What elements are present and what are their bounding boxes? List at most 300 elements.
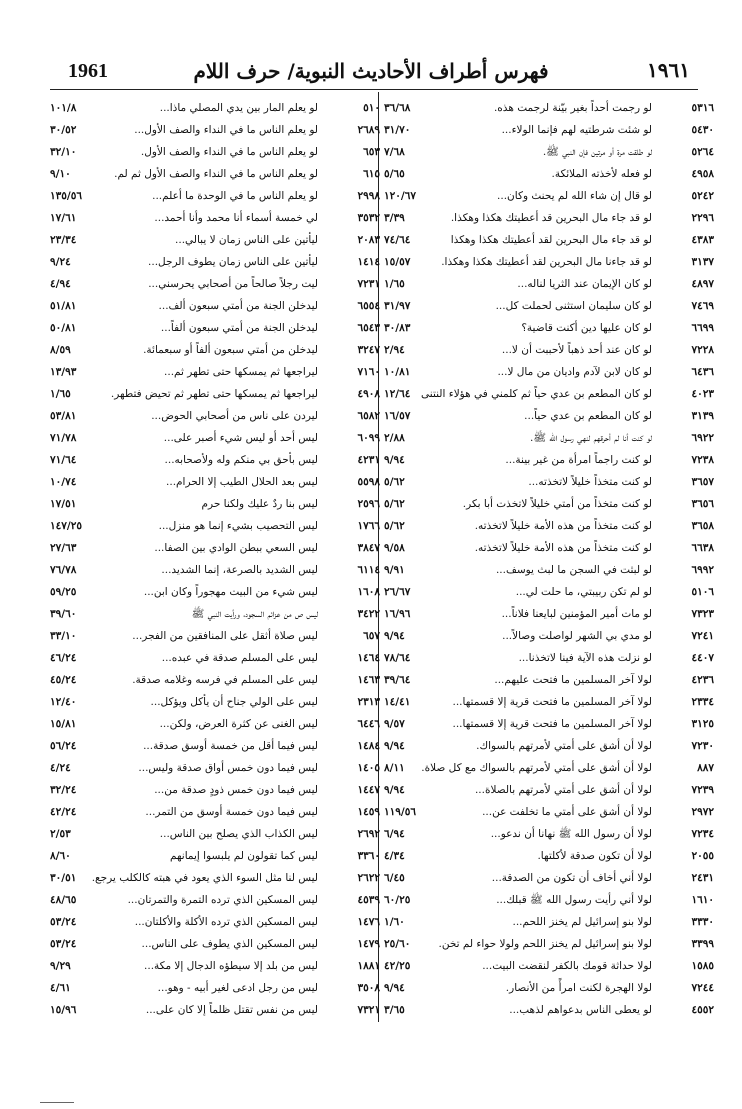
hadith-incipit: لو مات أمير المؤمنين لبايعنا فلاناً...: [501, 608, 652, 620]
hadith-reference: ٣٩/٦٠: [50, 608, 77, 620]
index-entry: [384, 800, 714, 822]
index-entry: [50, 272, 380, 294]
index-entry: [384, 646, 714, 668]
index-entry: [384, 448, 714, 470]
index-entry: [50, 624, 380, 646]
hadith-reference: ٤٨/٦٥: [50, 894, 77, 906]
hadith-reference: ٩/١٠: [50, 168, 71, 180]
hadith-incipit: لو كنت راجماً امرأة من غير بينة...: [505, 454, 652, 466]
hadith-incipit: لو كان المطعم بن عدي حياً...: [524, 410, 652, 422]
hadith-incipit: ليس من نفس تقتل ظلماً إلا كان على...: [145, 1004, 318, 1016]
hadith-incipit: ليس بنا ردٌ عليك ولكنا حرم: [201, 498, 318, 510]
hadith-incipit: ليس على المسلم في فرسه وغلامه صدقة.: [132, 674, 318, 686]
hadith-incipit: ليدخلن الجنة من أمتي سبعون ألف...: [158, 300, 318, 312]
index-entry: [50, 910, 380, 932]
index-entry: [50, 426, 380, 448]
hadith-incipit: ليدخلن الجنة من أمتي سبعون ألفاً...: [160, 322, 318, 334]
index-entry: [384, 866, 714, 888]
hadith-reference: ١٧/٥١: [50, 498, 77, 510]
hadith-number: ٢٦٢٢: [357, 872, 380, 884]
hadith-reference: ٩/٩٤: [384, 454, 405, 466]
hadith-incipit: ليس شيء من البيت مهجوراً وكان ابن...: [143, 586, 318, 598]
hadith-number: ٧٣٢٣: [691, 608, 714, 620]
hadith-number: ٣٦٥٧: [691, 476, 714, 488]
hadith-incipit: لولا أن أشق على أمتي لأمرتهم بالسواك.: [476, 740, 652, 752]
hadith-number: ٤٣٨٣: [691, 234, 714, 246]
hadith-incipit: لو يعلم المار بين يدي المصلي ماذا...: [159, 102, 318, 114]
hadith-reference: ٣١/٧٠: [384, 124, 411, 136]
hadith-number: ٤٢٣٦: [691, 674, 714, 686]
hadith-reference: ٢/٨٨: [384, 432, 405, 444]
index-entry: [50, 294, 380, 316]
index-entry: [384, 558, 714, 580]
hadith-number: ٧٢٣١: [357, 278, 380, 290]
hadith-incipit: لولا آخر المسلمين ما فتحت قرية إلا قسمتها...: [452, 718, 652, 730]
index-entry: [384, 998, 714, 1020]
index-entry: [384, 954, 714, 976]
hadith-reference: ٧٤/٦٤: [384, 234, 411, 246]
hadith-number: ٦٩٩٢: [691, 564, 714, 576]
index-entry: [50, 360, 380, 382]
page-number-latin: 1961: [68, 60, 108, 82]
index-entry: [50, 382, 380, 404]
hadith-number: ١٤٦٤: [357, 652, 380, 664]
hadith-reference: ٣/٦٥: [384, 1004, 405, 1016]
hadith-incipit: لو يعلم الناس ما في النداء والصف الأول ثم لم.: [114, 168, 318, 180]
hadith-number: ٦٤٣٦: [691, 366, 714, 378]
hadith-number: ٤٩٠٨: [357, 388, 380, 400]
hadith-incipit: لو مدي بي الشهر لواصلت وصالاً...: [502, 630, 652, 642]
hadith-number: ٢٩٧٢: [691, 806, 714, 818]
hadith-reference: ٣١/٩٧: [384, 300, 411, 312]
hadith-incipit: ليت رجلاً صالحاً من أصحابي يحرسني...: [148, 278, 318, 290]
hadith-number: ٧٢٣٠: [691, 740, 714, 752]
hadith-number: ٢٠٨٣: [357, 234, 380, 246]
index-entry: [384, 382, 714, 404]
hadith-number: ٦١٥: [363, 168, 380, 180]
hadith-number: ٥٢٦٤: [691, 146, 714, 158]
hadith-reference: ١٦/٩٦: [384, 608, 411, 620]
hadith-reference: ٣/٣٩: [384, 212, 405, 224]
hadith-number: ٣٥٣٢: [357, 212, 380, 224]
hadith-number: ٣١٢٥: [691, 718, 714, 730]
hadith-number: ٥١٠٦: [691, 586, 714, 598]
hadith-incipit: لولا أن تكون صدقة لأكلتها.: [537, 850, 652, 862]
hadith-reference: ٣٣/١٠: [50, 630, 77, 642]
hadith-number: ١٤١٤: [357, 256, 380, 268]
hadith-incipit: ليس المسكين الذي ترده الأكلة والأكلتان...: [134, 916, 318, 928]
index-entry: [384, 514, 714, 536]
hadith-number: ٦٦٩٩: [691, 322, 714, 334]
index-entry: [384, 690, 714, 712]
hadith-reference: ٤٥/٢٤: [50, 674, 77, 686]
hadith-incipit: لولا آخر المسلمين ما فتحت قرية إلا قسمتها...: [452, 696, 652, 708]
hadith-incipit: لو رجمت أحداً بغير بيّنة لرجمت هذه.: [493, 102, 652, 114]
index-entry: [50, 206, 380, 228]
hadith-reference: ٨/٥٩: [50, 344, 71, 356]
hadith-number: ٢٣١٣: [357, 696, 380, 708]
page-title: فهرس أطراف الأحاديث النبوية/ حرف اللام: [193, 59, 549, 83]
hadith-number: ١٥٨٥: [691, 960, 714, 972]
index-entry: [50, 492, 380, 514]
hadith-reference: ٩/٩٤: [384, 630, 405, 642]
hadith-reference: ٣٦/٦٨: [384, 102, 411, 114]
index-entry: [50, 514, 380, 536]
hadith-number: ٣٣٩٩: [691, 938, 714, 950]
hadith-incipit: ليس على المسلم صدقة في عبده...: [161, 652, 318, 664]
hadith-reference: ٤٢/٢٤: [50, 806, 77, 818]
hadith-number: ٦٥٥٤: [357, 300, 380, 312]
index-entry: [384, 580, 714, 602]
index-entry: [384, 888, 714, 910]
hadith-number: ٣٢٤٧: [357, 344, 380, 356]
hadith-incipit: لو كنت متخذاً من أمتي خليلاً لاتخذت أبا بكر.: [462, 498, 652, 510]
hadith-reference: ٥/٦٢: [384, 498, 405, 510]
hadith-reference: ٧١/٧٨: [50, 432, 77, 444]
hadith-reference: ٨/١١: [384, 762, 405, 774]
hadith-reference: ٣٠/٥١: [50, 872, 77, 884]
hadith-incipit: ليس التحصيب بشيء إنما هو منزل...: [158, 520, 318, 532]
index-entry: [50, 888, 380, 910]
hadith-number: ١٤٧٦: [357, 916, 380, 928]
hadith-reference: ١٠/٨١: [384, 366, 411, 378]
index-entry: [384, 712, 714, 734]
index-entry: [384, 250, 714, 272]
hadith-number: ١٦٠٨: [357, 586, 380, 598]
hadith-number: ٦٦٣٨: [691, 542, 714, 554]
index-column-left: [50, 96, 380, 1020]
hadith-number: ٦٩٢٢: [691, 432, 714, 444]
hadith-number: ٧٢٤١: [691, 630, 714, 642]
index-column-right: [384, 96, 714, 1020]
hadith-number: ٦٥٧: [363, 630, 380, 642]
hadith-number: ١٦١٠: [691, 894, 714, 906]
index-entry: [50, 250, 380, 272]
hadith-reference: ٥٣/٢٤: [50, 916, 77, 928]
index-entry: [384, 536, 714, 558]
hadith-number: ٣١٣٧: [691, 256, 714, 268]
index-entry: [384, 294, 714, 316]
hadith-reference: ٢٥/٦٠: [384, 938, 411, 950]
hadith-number: ٦١١٤: [357, 564, 380, 576]
hadith-number: ٥٤٣٠: [691, 124, 714, 136]
index-entry: [384, 426, 714, 448]
hadith-incipit: ليس صلاة أثقل على المنافقين من الفجر...: [132, 630, 318, 642]
hadith-incipit: ليس أحد أو ليس شيء أصبر على...: [163, 432, 318, 444]
hadith-reference: ٤/٢٤: [50, 762, 71, 774]
hadith-reference: ٥/٦٢: [384, 476, 405, 488]
hadith-reference: ٩/٩٤: [384, 784, 405, 796]
index-entry: [50, 316, 380, 338]
hadith-incipit: لو كان عليها دين أكنت قاضية؟: [521, 322, 652, 334]
index-entry: [384, 910, 714, 932]
hadith-incipit: ليردن على ناس من أصحابي الحوض...: [151, 410, 318, 422]
hadith-number: ١٧٦٦: [357, 520, 380, 532]
hadith-incipit: لولا أن رسول الله ﷺ نهانا أن ندعو...: [490, 828, 652, 840]
index-entry: [384, 316, 714, 338]
hadith-incipit: لو كنت أنا لم أحرقهم لنهي رسول الله ﷺ.: [530, 432, 652, 444]
hadith-number: ٥٣١٦: [691, 102, 714, 114]
hadith-reference: ٥/٦٢: [384, 520, 405, 532]
hadith-incipit: ليس الكذاب الذي يصلح بين الناس...: [159, 828, 318, 840]
hadith-number: ٣٣٣٠: [691, 916, 714, 928]
index-entry: [384, 844, 714, 866]
hadith-number: ٢٥٩٦: [357, 498, 380, 510]
hadith-incipit: لو لم تكن ربيبتي، ما حلت لي...: [515, 586, 652, 598]
hadith-reference: ١٧/٦١: [50, 212, 77, 224]
hadith-incipit: ليس بعد الحلال الطيب إلا الحرام...: [166, 476, 318, 488]
hadith-reference: ٩/٩٤: [384, 740, 405, 752]
hadith-reference: ١٣/٩٣: [50, 366, 77, 378]
index-entry: [50, 536, 380, 558]
index-entry: [384, 470, 714, 492]
hadith-incipit: ليراجعها ثم يمسكها حتى تطهر ثم تحيض فتطهر.: [110, 388, 318, 400]
hadith-incipit: لو نزلت هذه الآية فينا لاتخذنا...: [518, 652, 652, 664]
hadith-incipit: لو كان لابن لآدم واديان من مال لا...: [497, 366, 652, 378]
hadith-incipit: ليدخلن من أمتي سبعون ألفاً أو سبعمائة.: [143, 344, 318, 356]
hadith-number: ١٤٤٧: [357, 784, 380, 796]
hadith-incipit: لولا آخر المسلمين ما فتحت عليهم...: [494, 674, 652, 686]
hadith-incipit: لو كنت متخذاً من هذه الأمة خليلاً لاتخذته.: [474, 520, 652, 532]
page-number-arabic: ١٩٦١: [647, 58, 690, 82]
hadith-reference: ٥/٦٥: [384, 168, 405, 180]
hadith-reference: ٤/٦١: [50, 982, 71, 994]
hadith-number: ٧٢٢٨: [691, 344, 714, 356]
hadith-number: ٧٢٤٤: [691, 982, 714, 994]
index-entry: [50, 140, 380, 162]
hadith-reference: ١٣٥/٥٦: [50, 190, 83, 202]
hadith-reference: ١٥/٨١: [50, 718, 77, 730]
hadith-reference: ٢/٩٤: [384, 344, 405, 356]
hadith-incipit: ليس كما تقولون لم يلبسوا إيمانهم: [169, 850, 318, 862]
hadith-reference: ٦/٤٥: [384, 872, 405, 884]
index-entry: [50, 448, 380, 470]
hadith-number: ٦٤٤٦: [357, 718, 380, 730]
hadith-reference: ٧٦/٧٨: [50, 564, 77, 576]
hadith-incipit: ليس فيما دون خمسة أوسق من التمر...: [145, 806, 318, 818]
hadith-reference: ٧١/٦٤: [50, 454, 77, 466]
hadith-reference: ١٥/٩٦: [50, 1004, 77, 1016]
hadith-number: ٨٨٧: [697, 762, 714, 774]
hadith-number: ١٤٦٣: [357, 674, 380, 686]
hadith-incipit: لولا أن أشق على أمتي لأمرتهم بالصلاة...: [474, 784, 652, 796]
index-entry: [50, 602, 380, 624]
hadith-reference: ٣٢/١٠: [50, 146, 77, 158]
hadith-number: ٥٥٩٨: [357, 476, 380, 488]
hadith-reference: ٥٣/٨١: [50, 410, 77, 422]
index-entry: [384, 360, 714, 382]
hadith-reference: ٣٠/٨٣: [384, 322, 411, 334]
index-entry: [50, 976, 380, 998]
hadith-number: ٣٦٥٦: [691, 498, 714, 510]
hadith-incipit: لو كنت متخذاً من هذه الأمة خليلاً لاتخذته.: [474, 542, 652, 554]
hadith-incipit: لولا بنو إسرائيل لم يخنز اللحم...: [512, 916, 652, 928]
hadith-reference: ٩/٥٧: [384, 718, 405, 730]
hadith-number: ٣٨٤٧: [357, 542, 380, 554]
hadith-number: ٧١٦٠: [357, 366, 380, 378]
hadith-number: ٧٤٦٩: [691, 300, 714, 312]
hadith-number: ٥١٠: [363, 102, 380, 114]
hadith-reference: ٧٨/٦٤: [384, 652, 411, 664]
hadith-incipit: لو قد جاءنا مال البحرين لقد أعطيتك هكذا وهكذا.: [441, 256, 652, 268]
hadith-number: ٣٤٢٢: [357, 608, 380, 620]
hadith-reference: ٩/٩٤: [384, 982, 405, 994]
index-entry: [50, 800, 380, 822]
hadith-number: ١٤٠٥: [357, 762, 380, 774]
index-entry: [50, 646, 380, 668]
index-entry: [50, 558, 380, 580]
hadith-number: ٣٦٥٨: [691, 520, 714, 532]
hadith-number: ١٤٧٩: [357, 938, 380, 950]
hadith-number: ٢٣٣٤: [691, 696, 714, 708]
hadith-number: ١٤٨٤: [357, 740, 380, 752]
hadith-number: ٢٦٩٢: [357, 828, 380, 840]
hadith-incipit: لولا أن أشق على أمتي ما تخلفت عن...: [482, 806, 652, 818]
hadith-incipit: لي خمسة أسماء أنا محمد وأنا أحمد...: [154, 212, 318, 224]
index-entry: [384, 404, 714, 426]
hadith-incipit: لو يعلم الناس ما في النداء والصف الأول...: [134, 124, 318, 136]
hadith-number: ٧٢٣٤: [691, 828, 714, 840]
hadith-number: ٧٢٣٨: [691, 454, 714, 466]
index-entry: [50, 954, 380, 976]
hadith-reference: ١٤/٤١: [384, 696, 411, 708]
hadith-reference: ٤٦/٢٤: [50, 652, 77, 664]
hadith-incipit: ليأتين على الناس زمان يطوف الرجل...: [148, 256, 318, 268]
hadith-reference: ٦٠/٢٥: [384, 894, 411, 906]
hadith-incipit: لو طلقت مرة أو مرتين فإن النبي ﷺ.: [542, 146, 652, 158]
index-entry: [384, 118, 714, 140]
index-entry: [50, 162, 380, 184]
hadith-incipit: ليس السعي ببطن الوادي بين الصفا...: [154, 542, 318, 554]
index-entry: [384, 162, 714, 184]
hadith-number: ٦٥٣: [363, 146, 380, 158]
hadith-reference: ١/٦٥: [50, 388, 71, 400]
hadith-number: ٧٢٣٩: [691, 784, 714, 796]
hadith-reference: ١٠١/٨: [50, 102, 77, 114]
hadith-reference: ٥٩/٢٥: [50, 586, 77, 598]
hadith-incipit: لو لبثت في السجن ما لبث يوسف...: [495, 564, 652, 576]
hadith-number: ٢٢٩٦: [691, 212, 714, 224]
index-entry: [384, 668, 714, 690]
hadith-number: ٤٢٣١: [357, 454, 380, 466]
hadith-incipit: لو يعطى الناس بدعواهم لذهب...: [509, 1004, 652, 1016]
hadith-number: ٢٩٩٨: [357, 190, 380, 202]
hadith-incipit: ليس فيما دون خمس ذودٍ صدقة من...: [154, 784, 318, 796]
hadith-reference: ٤/٩٤: [50, 278, 71, 290]
hadith-number: ٢٠٥٥: [691, 850, 714, 862]
hadith-number: ٤٩٥٨: [691, 168, 714, 180]
index-entry: [50, 690, 380, 712]
hadith-incipit: ليس الشديد بالصرعة، إنما الشديد...: [161, 564, 318, 576]
hadith-reference: ٢٦/٦٧: [384, 586, 411, 598]
index-entry: [50, 668, 380, 690]
hadith-reference: ١٤٧/٢٥: [50, 520, 83, 532]
hadith-reference: ٢٧/٦٣: [50, 542, 77, 554]
hadith-number: ٦٥٨٢: [357, 410, 380, 422]
hadith-incipit: لولا بنو إسرائيل لم يخنز اللحم ولولا حواء لم تخن.: [438, 938, 652, 950]
index-entry: [384, 932, 714, 954]
hadith-reference: ٤٢/٢٥: [384, 960, 411, 972]
hadith-reference: ١١٩/٥٦: [384, 806, 417, 818]
index-entry: [50, 866, 380, 888]
index-entry: [50, 778, 380, 800]
index-entry: [50, 844, 380, 866]
index-entry: [50, 470, 380, 492]
index-entry: [50, 756, 380, 778]
hadith-incipit: لولا أني رأيت رسول الله ﷺ قبلك...: [496, 894, 652, 906]
hadith-incipit: لو شئت شرطتيه لهم فإنما الولاء...: [501, 124, 652, 136]
index-entry: [384, 96, 714, 118]
hadith-reference: ٢/٥٣: [50, 828, 71, 840]
index-entry: [50, 932, 380, 954]
hadith-reference: ١٢/٤٠: [50, 696, 77, 708]
hadith-incipit: لو فعله لأخذته الملائكة.: [551, 168, 652, 180]
hadith-incipit: لو كان سليمان استثنى لحملت كل...: [495, 300, 652, 312]
hadith-incipit: لولا حداثة قومك بالكفر لنقضت البيت...: [482, 960, 652, 972]
hadith-reference: ٣٢/٢٤: [50, 784, 77, 796]
hadith-incipit: ليس فيما أقل من خمسة أوسق صدقة...: [143, 740, 318, 752]
hadith-reference: ٦/٩٤: [384, 828, 405, 840]
hadith-incipit: لولا الهجرة لكنت امرأً من الأنصار.: [505, 982, 652, 994]
footer-rule: [40, 1102, 74, 1103]
index-entry: [384, 184, 714, 206]
index-entry: [50, 580, 380, 602]
hadith-reference: ١/٦٥: [384, 278, 405, 290]
hadith-incipit: ليس المسكين الذي يطوف على الناس...: [141, 938, 318, 950]
hadith-incipit: ليس من بلد إلا سيطؤه الدجال إلا مكة...: [144, 960, 318, 972]
hadith-number: ٥٢٤٢: [691, 190, 714, 202]
hadith-incipit: لو يعلم الناس ما في الوحدة ما أعلم...: [152, 190, 318, 202]
hadith-incipit: لو يعلم الناس ما في النداء والصف الأول.: [140, 146, 318, 158]
hadith-number: ٢٦٨٩: [357, 124, 380, 136]
hadith-reference: ٥١/٨١: [50, 300, 77, 312]
hadith-number: ٤٨٩٧: [691, 278, 714, 290]
index-entry: [384, 206, 714, 228]
index-entry: [384, 624, 714, 646]
index-entry: [384, 734, 714, 756]
hadith-incipit: لولا أني أخاف أن تكون من الصدقة...: [491, 872, 652, 884]
index-entry: [384, 228, 714, 250]
hadith-incipit: ليس ص من عزائم السجود، ورأيت النبي ﷺ: [191, 608, 318, 620]
hadith-incipit: ليأتين على الناس زمان لا يبالي...: [175, 234, 318, 246]
hadith-reference: ٥٠/٨١: [50, 322, 77, 334]
index-entry: [384, 778, 714, 800]
hadith-reference: ٥٣/٢٤: [50, 938, 77, 950]
page-header: [0, 0, 742, 92]
hadith-incipit: لو قد جاء مال البحرين لقد أعطيتك هكذا وهكذا: [450, 234, 652, 246]
hadith-number: ٤٥٥٢: [691, 1004, 714, 1016]
hadith-incipit: ليس الغنى عن كثرة العرض، ولكن...: [159, 718, 318, 730]
index-entry: [50, 712, 380, 734]
hadith-incipit: لو كان المطعم بن عدي حياً ثم كلمني في هؤلاء النتنى: [421, 388, 652, 400]
index-entry: [50, 118, 380, 140]
hadith-number: ٣١٣٩: [691, 410, 714, 422]
hadith-incipit: لو كنت متخذاً خليلاً لاتخذته...: [528, 476, 652, 488]
hadith-reference: ٤/٣٤: [384, 850, 405, 862]
hadith-number: ٧٣٢١: [357, 1004, 380, 1016]
index-entry: [384, 822, 714, 844]
index-entry: [384, 976, 714, 998]
index-entry: [50, 404, 380, 426]
hadith-reference: ٧/٦٨: [384, 146, 405, 158]
index-entry: [50, 822, 380, 844]
index-entry: [50, 96, 380, 118]
hadith-reference: ١/٦٠: [384, 916, 405, 928]
hadith-number: ٦٥٤٣: [357, 322, 380, 334]
hadith-number: ٤٠٢٣: [691, 388, 714, 400]
index-entry: [50, 184, 380, 206]
hadith-incipit: لو كان الإيمان عند الثريا لناله...: [517, 278, 652, 290]
